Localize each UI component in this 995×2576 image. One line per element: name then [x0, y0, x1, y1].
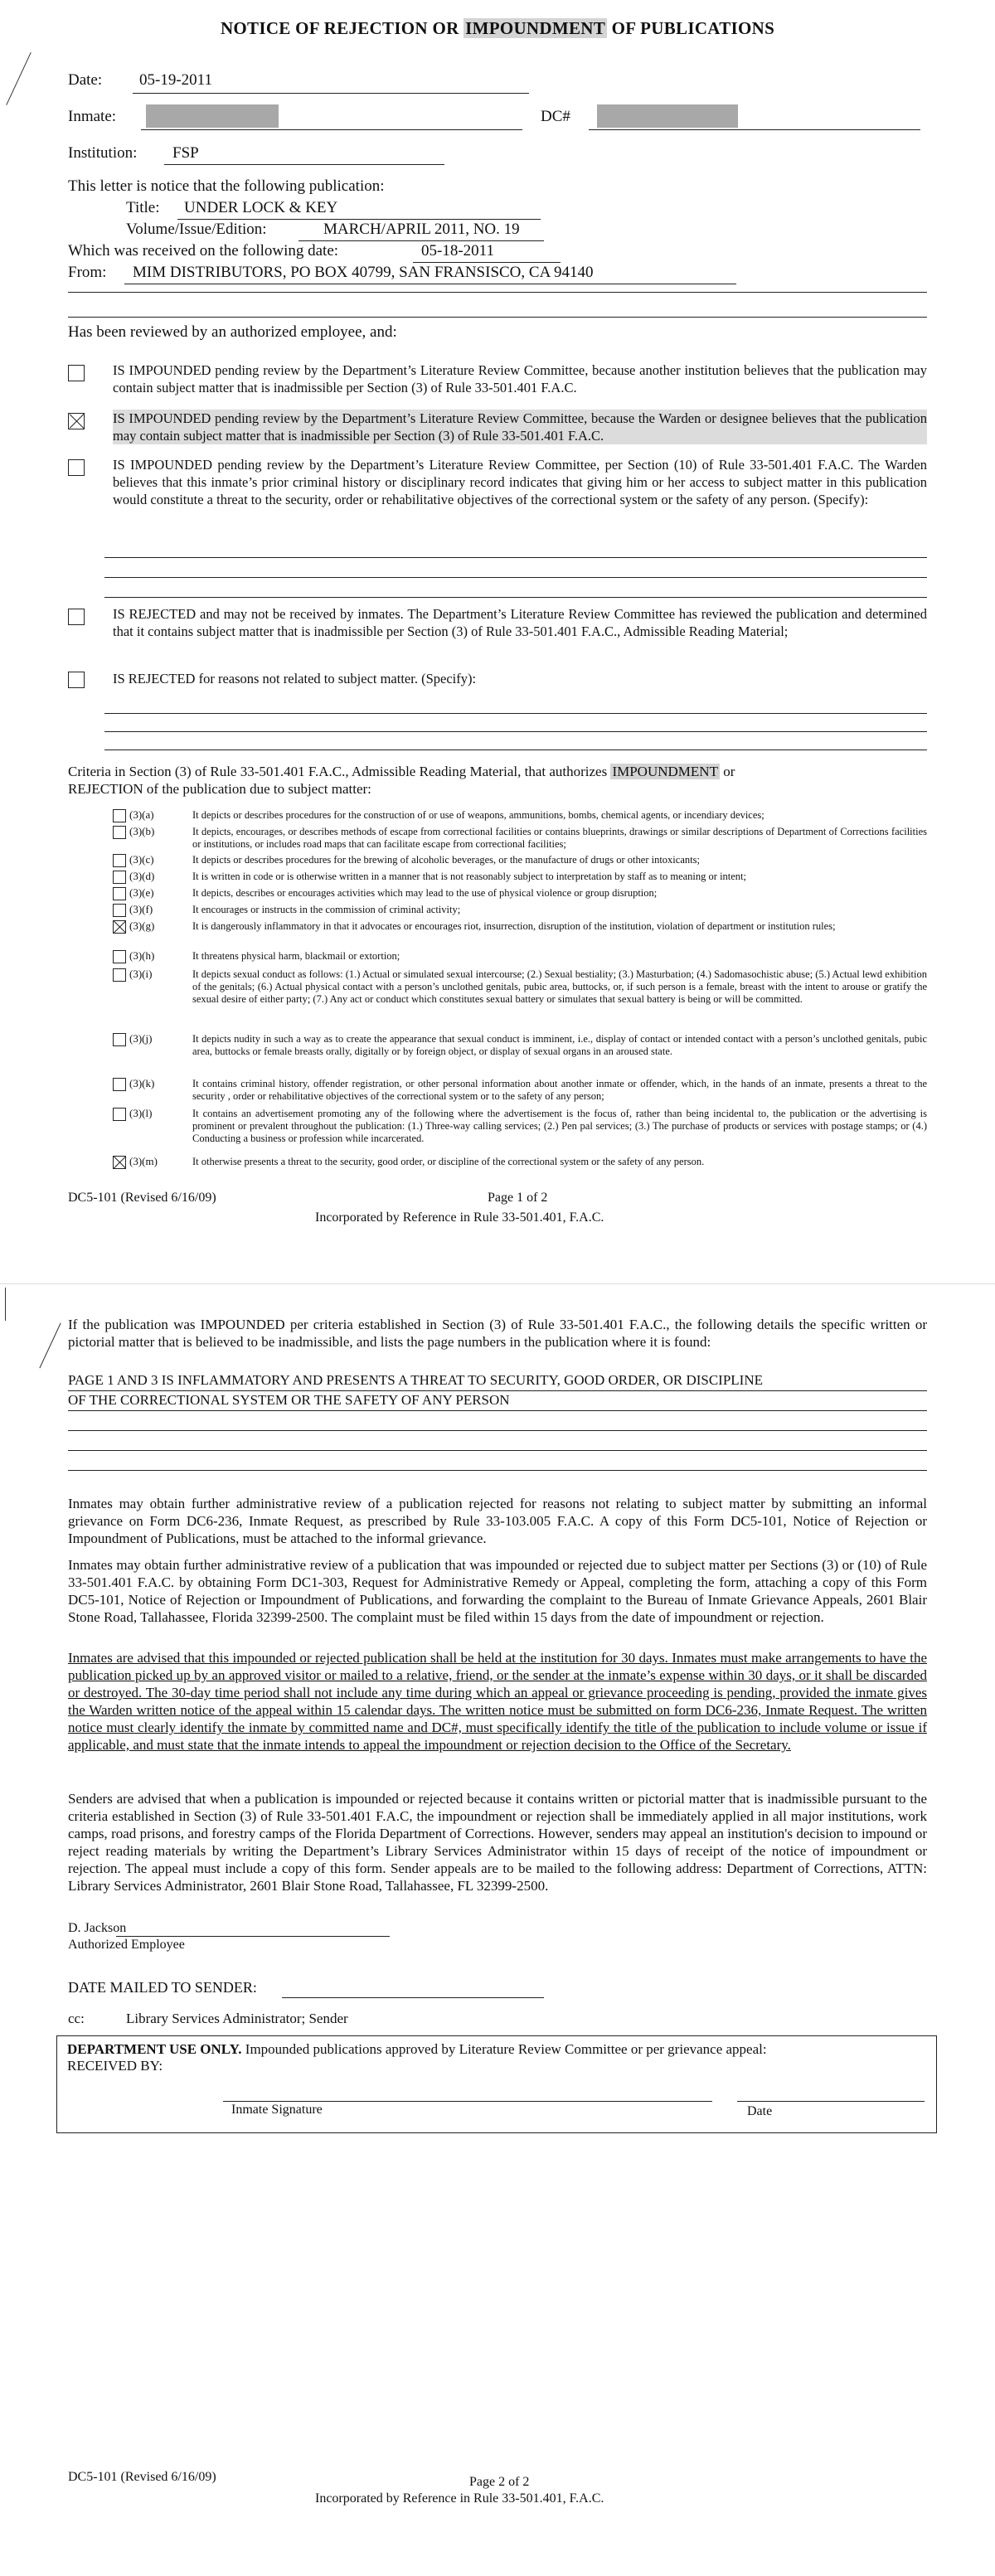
date-value: 05-19-2011	[139, 71, 212, 89]
scan-mark	[6, 52, 32, 105]
title-part: NOTICE OF REJECTION OR	[220, 18, 464, 38]
criteria-3k-checkbox[interactable]	[113, 1078, 126, 1091]
redacted-dc-number	[597, 104, 738, 128]
criteria-text: It depicts sexual conduct as follows: (1.) Actual or simulated sexual intercourse; (2.) Sexual bestiality; (3.) Masturbation; (4.) Sadomasochistic abuse; (5.) Actual lewd exhibition of the genitals; (6.) Actual physical contact with a person’s unclothed genitals, pubic area, buttocks, or, if such person is a female, breast with the intent to arouse or gratify the sexual desire of either party; (7.) Any act or conduct which constitutes sexual battery or simulates that sexual battery is being or will be committed.	[192, 968, 927, 1005]
date-label: Date:	[68, 71, 103, 89]
signature-line	[116, 1936, 390, 1937]
institution-value: FSP	[172, 144, 199, 162]
detail-underline	[68, 1390, 927, 1391]
dc-underline	[589, 129, 920, 130]
signer-name: D. Jackson	[68, 1921, 127, 1935]
criteria-3c-checkbox[interactable]	[113, 854, 126, 867]
specify-line	[104, 597, 927, 598]
page-1	[0, 0, 995, 1283]
detail-line-2: OF THE CORRECTIONAL SYSTEM OR THE SAFETY OF ANY PERSON	[68, 1392, 510, 1408]
criteria-3h-checkbox[interactable]	[113, 950, 126, 963]
volume-value: MARCH/APRIL 2011, NO. 19	[323, 221, 520, 238]
criteria-3m-checkbox[interactable]	[113, 1156, 126, 1169]
received-by-label: RECEIVED BY:	[67, 2058, 163, 2074]
divider	[68, 292, 927, 293]
impound-details-intro: If the publication was IMPOUNDED per criteria established in Section (3) of Rule 33-501.401 F.A.C., the following details the specific written or pictorial matter that is believed to be inadmissible, and lists the page numbers in the publication where it is found:	[68, 1317, 927, 1350]
inmate-signature-line[interactable]	[223, 2101, 712, 2102]
page-number: Page 2 of 2	[469, 2475, 530, 2489]
dc-label: DC#	[541, 108, 570, 125]
criteria-code: (3)(l)	[129, 1107, 153, 1119]
pub-title-label: Title:	[126, 199, 160, 216]
criteria-3i-checkbox[interactable]	[113, 968, 126, 982]
option-5-text: IS REJECTED for reasons not related to subject matter. (Specify):	[113, 671, 477, 686]
received-underline	[413, 262, 561, 263]
redacted-inmate-name	[146, 104, 279, 128]
criteria-code: (3)(e)	[129, 886, 154, 899]
criteria-text: It encourages or instructs in the commission of criminal activity;	[192, 904, 461, 915]
detail-underline	[68, 1450, 927, 1451]
specify-line	[104, 731, 927, 732]
form-id: DC5-101 (Revised 6/16/09)	[68, 2470, 216, 2484]
option-1-text: IS IMPOUNDED pending review by the Department’s Literature Review Committee, because another institution believes that the publication may contain subject matter that is inadmissible per Section (3) of Rule 33-501.401 F.A.C.	[113, 362, 927, 395]
detail-underline	[68, 1410, 927, 1411]
option-1-checkbox[interactable]	[68, 365, 85, 381]
criteria-intro-text: Criteria in Section (3) of Rule 33-501.401 F.A.C., Admissible Reading Material, that authorizes	[68, 764, 611, 779]
criteria-code: (3)(c)	[129, 853, 154, 866]
option-3-checkbox[interactable]	[68, 459, 85, 476]
signer-title: Authorized Employee	[68, 1938, 185, 1952]
form-id: DC5-101 (Revised 6/16/09)	[68, 1191, 216, 1205]
criteria-code: (3)(k)	[129, 1077, 155, 1089]
scan-mark	[5, 1288, 6, 1321]
date-underline	[133, 93, 529, 94]
inmate-underline	[141, 129, 522, 130]
criteria-code: (3)(d)	[129, 870, 155, 882]
criteria-3l-checkbox[interactable]	[113, 1108, 126, 1121]
date-mailed-label: DATE MAILED TO SENDER:	[68, 1979, 257, 1996]
criteria-code: (3)(h)	[129, 949, 155, 962]
criteria-code: (3)(f)	[129, 903, 153, 915]
option-4-checkbox[interactable]	[68, 609, 85, 625]
received-label: Which was received on the following date:	[68, 242, 339, 260]
criteria-code: (3)(m)	[129, 1155, 158, 1167]
sender-appeal-paragraph: Senders are advised that when a publication is impounded or rejected because it contains written or pictorial matter that is inadmissible pursuant to the criteria established in Section (3) of Rule 33-501.401 F.A.C, the impoundment or rejection shall be immediately applied in all major institutions, work camps, road prisons, and forestry camps of the Florida Department of Corrections. However, senders may appeal an institution's decision to impound or reject reading materials by writing the Department’s Library Services Administrator within 15 days of receipt of the notice of impoundment or rejection. The appeal must include a copy of this form. Sender appeals are to be mailed to the following address: Department of Corrections, ATTN: Library Services Administrator, 2601 Blair Stone Road, Tallahassee, FL 32399-2500.	[68, 1791, 927, 1894]
inmate-label: Inmate:	[68, 108, 117, 125]
volume-label: Volume/Issue/Edition:	[126, 221, 267, 238]
holding-period-paragraph: Inmates are advised that this impounded or rejected publication shall be held at the institution for 30 days. Inmates must make arrangements to have the publication picked up by an approved visitor or mailed to a relative, friend, or the sender at the inmate’s expense within 30 days, or it shall be discarded or destroyed. The 30-day time period shall not include any time during which an appeal or grievance proceeding is pending, provided the inmate gives the Warden written notice of the appeal within 15 calendar days. The written notice must be submitted on form DC6-236, Inmate Request. The written notice must clearly identify the inmate by committed name and DC#, must specifically identify the title of the publication to include volume or issue if applicable, and must state that the inmate intends to appeal the impoundment or rejection decision to the Office of the Secretary.	[68, 1650, 927, 1753]
inmate-signature-caption: Inmate Signature	[231, 2103, 323, 2117]
specify-line	[104, 557, 927, 558]
criteria-3g-checkbox[interactable]	[113, 920, 126, 934]
option-2-checkbox[interactable]	[68, 413, 85, 429]
dept-use-heading	[67, 2041, 767, 2058]
institution-underline	[164, 164, 444, 165]
criteria-code: (3)(g)	[129, 919, 155, 932]
criteria-code: (3)(i)	[129, 968, 153, 980]
pub-title-underline	[177, 219, 541, 220]
divider	[68, 317, 927, 318]
criteria-text: It depicts nudity in such a way as to create the appearance that sexual conduct is imminent, i.e., display of contact or intended contact with a person’s unclothed genitals, pubic area, buttocks or female breasts orally, digitally or by foreign object, or display of sexual organs in an aroused state.	[192, 1033, 927, 1057]
criteria-3a-checkbox[interactable]	[113, 809, 126, 822]
detail-line-1: PAGE 1 AND 3 IS INFLAMMATORY AND PRESENTS A THREAT TO SECURITY, GOOD ORDER, OR DISCIPLINE	[68, 1372, 764, 1388]
criteria-text: It depicts or describes procedures for the brewing of alcoholic beverages, or the manufacture of drugs or other intoxicants;	[192, 854, 700, 866]
criteria-text: It threatens physical harm, blackmail or extortion;	[192, 950, 400, 962]
criteria-3f-checkbox[interactable]	[113, 904, 126, 917]
notice-line: This letter is notice that the following publication:	[68, 177, 385, 195]
criteria-code: (3)(a)	[129, 808, 154, 821]
specify-line	[104, 577, 927, 578]
criteria-text: It depicts, describes or encourages activities which may lead to the use of physical violence or group disruption;	[192, 887, 658, 899]
dept-use-text: Impounded publications approved by Literature Review Committee or per grievance appeal:	[241, 2041, 767, 2057]
criteria-code: (3)(b)	[129, 825, 155, 837]
volume-underline	[298, 240, 544, 241]
criteria-text: It is dangerously inflammatory in that it advocates or encourages riot, insurrection, disruption of the institution, violation of department or institution rules;	[192, 920, 836, 932]
date-line[interactable]	[737, 2101, 925, 2102]
specify-line	[104, 713, 927, 714]
criteria-intro	[68, 763, 927, 780]
cc-label: cc:	[68, 2011, 85, 2026]
criteria-3b-checkbox[interactable]	[113, 826, 126, 839]
detail-underline	[68, 1430, 927, 1431]
criteria-3d-checkbox[interactable]	[113, 871, 126, 884]
date-caption: Date	[747, 2104, 773, 2118]
page-number: Page 1 of 2	[488, 1191, 548, 1205]
form-title	[0, 18, 995, 39]
criteria-code: (3)(j)	[129, 1032, 153, 1045]
pub-title-value: UNDER LOCK & KEY	[184, 199, 338, 216]
criteria-text: It is written in code or is otherwise written in a manner that is not reasonably subject to interpretation by staff as to meaning or intent;	[192, 871, 747, 882]
option-5-checkbox[interactable]	[68, 672, 85, 688]
title-part: OF PUBLICATIONS	[607, 18, 775, 38]
from-value: MIM DISTRIBUTORS, PO BOX 40799, SAN FRANSISCO, CA 94140	[133, 264, 594, 281]
detail-underline	[68, 1470, 927, 1471]
option-4-text: IS REJECTED and may not be received by inmates. The Department’s Literature Review Committee has reviewed the publication and determined that it contains subject matter that is inadmissible per Section (3) of Rule 33-501.401 F.A.C., Admissible Reading Material;	[113, 606, 927, 639]
criteria-intro-text: or	[719, 764, 735, 779]
criteria-text: It depicts or describes procedures for the construction of or use of weapons, ammunitions, bombs, chemical agents, or incendiary devices;	[192, 809, 764, 821]
received-value: 05-18-2011	[421, 242, 494, 260]
criteria-text: It contains an advertisement promoting any of the following where the advertisement is the focus of, rather than being incidental to, the publication or the advertising is prominent or prevalent throughout the publication: (1.) Three-way calling services; (2.) Pen pal services; (3.) The purchase of products or services with postage stamps; or (4.) Conducting a business or profession while incarcerated.	[192, 1108, 927, 1144]
criteria-text: It depicts, encourages, or describes methods of escape from correctional facilities or contains blueprints, drawings or similar descriptions of Department of Corrections facilities or institutions, or includes road maps that can facilitate escape from correctional facilities;	[192, 826, 927, 850]
from-label: From:	[68, 264, 107, 281]
criteria-text: It otherwise presents a threat to the security, good order, or discipline of the correctional system or the safety of any person.	[192, 1156, 705, 1167]
criteria-3j-checkbox[interactable]	[113, 1033, 126, 1046]
criteria-intro-highlight: IMPOUNDMENT	[612, 764, 718, 779]
informal-grievance-paragraph: Inmates may obtain further administrative review of a publication rejected for reasons not relating to subject matter by submitting an informal grievance on Form DC6-236, Inmate Request, as prescribed by Rule 33-103.005 F.A.C. A copy of this Form DC5-101, Notice of Rejection or Impoundment of Publications, must be attached to the informal grievance.	[68, 1496, 927, 1546]
title-highlight: IMPOUNDMENT	[465, 18, 606, 38]
incorporated-note: Incorporated by Reference in Rule 33-501.401, F.A.C.	[315, 2491, 604, 2506]
criteria-text: It contains criminal history, offender registration, or other personal information about another inmate or offender, which, in the hands of an inmate, presents a threat to the security , order or rehabilitative objectives of the correctional system or to the safety of any person;	[192, 1078, 927, 1102]
criteria-3e-checkbox[interactable]	[113, 887, 126, 900]
scan-mark	[39, 1323, 61, 1369]
criteria-intro-line2: REJECTION of the publication due to subject matter:	[68, 781, 371, 797]
reviewed-line: Has been reviewed by an authorized employee, and:	[68, 323, 397, 341]
option-3-text: IS IMPOUNDED pending review by the Department’s Literature Review Committee, per Section (10) of Rule 33-501.401 F.A.C. The Warden believes that this inmate’s prior criminal history or disciplinary record indicates that giving him or her access to subject matter in this publication would constitute a threat to the security, order or rehabilitative objectives of the correctional system or the safety of any person. (Specify):	[113, 457, 927, 507]
page-2	[0, 1283, 995, 2576]
incorporated-note: Incorporated by Reference in Rule 33-501.401, F.A.C.	[315, 1210, 604, 1225]
cc-value: Library Services Administrator; Sender	[126, 2011, 348, 2026]
institution-label: Institution:	[68, 144, 138, 162]
formal-appeal-paragraph: Inmates may obtain further administrative review of a publication that was impounded or rejected due to subject matter per Sections (3) or (10) of Rule 33-501.401 F.A.C. by obtaining Form DC1-303, Request for Administrative Remedy or Appeal, completing the form, attaching a copy of this Form DC5-101, Notice of Rejection or Impoundment of Publications, and forwarding the complaint to the Bureau of Inmate Grievance Appeals, 2601 Blair Stone Road, Tallahassee, Florida 32399-2500. The complaint must be filed within 15 days from the date of impoundment or rejection.	[68, 1557, 927, 1625]
dept-use-bold: DEPARTMENT USE ONLY.	[67, 2041, 242, 2057]
date-mailed-line[interactable]	[282, 1997, 544, 1998]
option-2-text: IS IMPOUNDED pending review by the Department’s Literature Review Committee, because the Warden or designee believes that the publication may contain subject matter that is inadmissible per Section (3) of Rule 33-501.401 F.A.C.	[113, 410, 927, 444]
department-use-box	[56, 2035, 937, 2133]
